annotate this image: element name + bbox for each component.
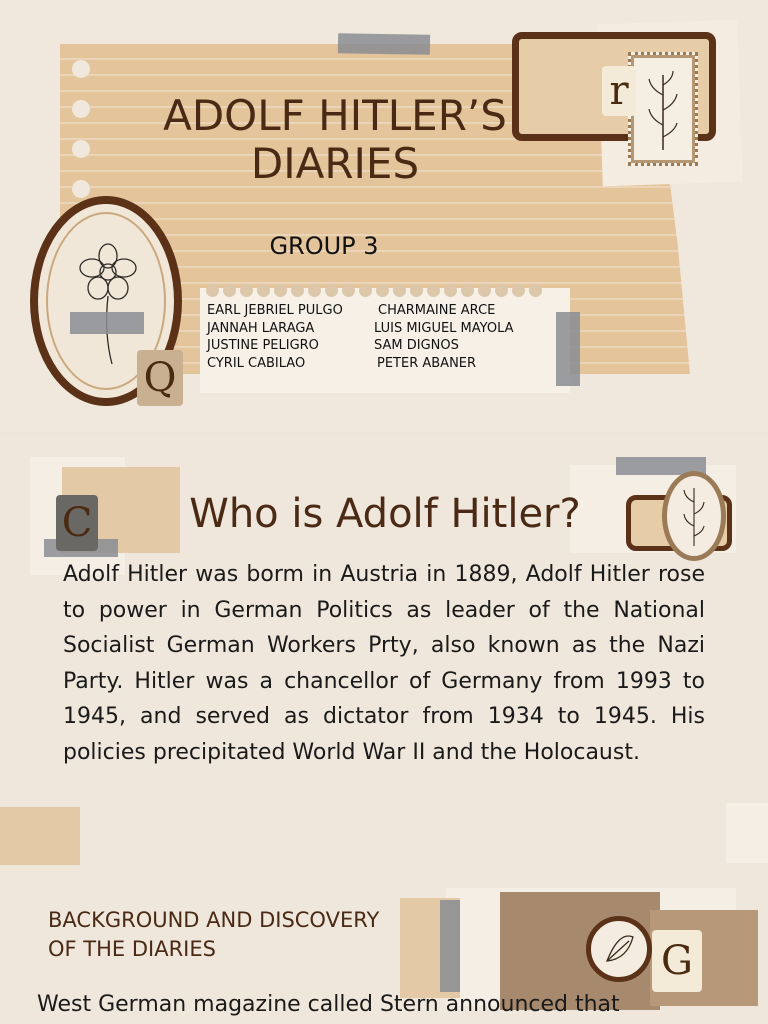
member-name: JANNAH LARAGA <box>207 320 315 336</box>
botanical-stamp <box>628 52 698 166</box>
tape-strip <box>440 900 460 992</box>
leaf-sprig-icon <box>631 55 695 163</box>
member-name: PETER ABANER <box>377 355 477 371</box>
body-paragraph: Adolf Hitler was borm in Austria in 1889, Adolf Hitler rose to power in German Politics as leader of the National Socialist German Workers Prty, also known as the Nazi Party. Hitler was a chancellor of Germany from 1993 to 1945, and served as dictator from 1934 to 1945. His policies precipitated World War II and the Holocaust. <box>63 562 705 765</box>
members-note-card <box>200 288 570 393</box>
member-name: CHARMAINE ARCE <box>378 303 496 318</box>
member-name: SAM DIGNOS <box>374 338 459 353</box>
grid-paper-scrap <box>726 803 768 863</box>
member-name: JUSTINE PELIGRO <box>207 338 319 353</box>
leaf-icon <box>591 921 647 977</box>
tape-strip <box>338 33 430 55</box>
oval-leaf-frame <box>662 471 726 561</box>
members-list-left <box>207 302 343 372</box>
group-label: GROUP 3 <box>269 232 379 260</box>
tape-strip <box>556 312 580 386</box>
slide-title: ADOLF HITLER’S DIARIES <box>163 91 507 188</box>
title-slide <box>0 0 768 432</box>
letter-tile-c: C <box>56 495 98 551</box>
section-heading: Who is Adolf Hitler? <box>189 491 581 537</box>
member-name: EARL JEBRIEL PULGO <box>207 303 343 318</box>
leaf-sprig-icon <box>667 476 721 556</box>
section-heading: BACKGROUND AND DISCOVERY OF THE DIARIES <box>48 908 380 961</box>
member-name: CYRIL CABILAO <box>207 355 306 371</box>
letter-tile-q: Q <box>137 350 183 406</box>
spiral-rings <box>206 284 542 297</box>
body-paragraph: West German magazine called Stern announced that <box>37 992 620 1017</box>
content-slide-background <box>0 868 768 1024</box>
letter-tile-g: G <box>652 930 702 992</box>
tape-strip <box>70 312 144 334</box>
tan-paper-scrap <box>0 807 80 865</box>
letter-tile-r: r <box>602 66 636 116</box>
member-name: LUIS MIGUEL MAYOLA <box>374 320 514 336</box>
punched-holes <box>72 60 90 198</box>
members-list-right <box>374 302 514 372</box>
content-slide-who <box>0 435 768 865</box>
leaf-circle-frame <box>586 916 652 982</box>
